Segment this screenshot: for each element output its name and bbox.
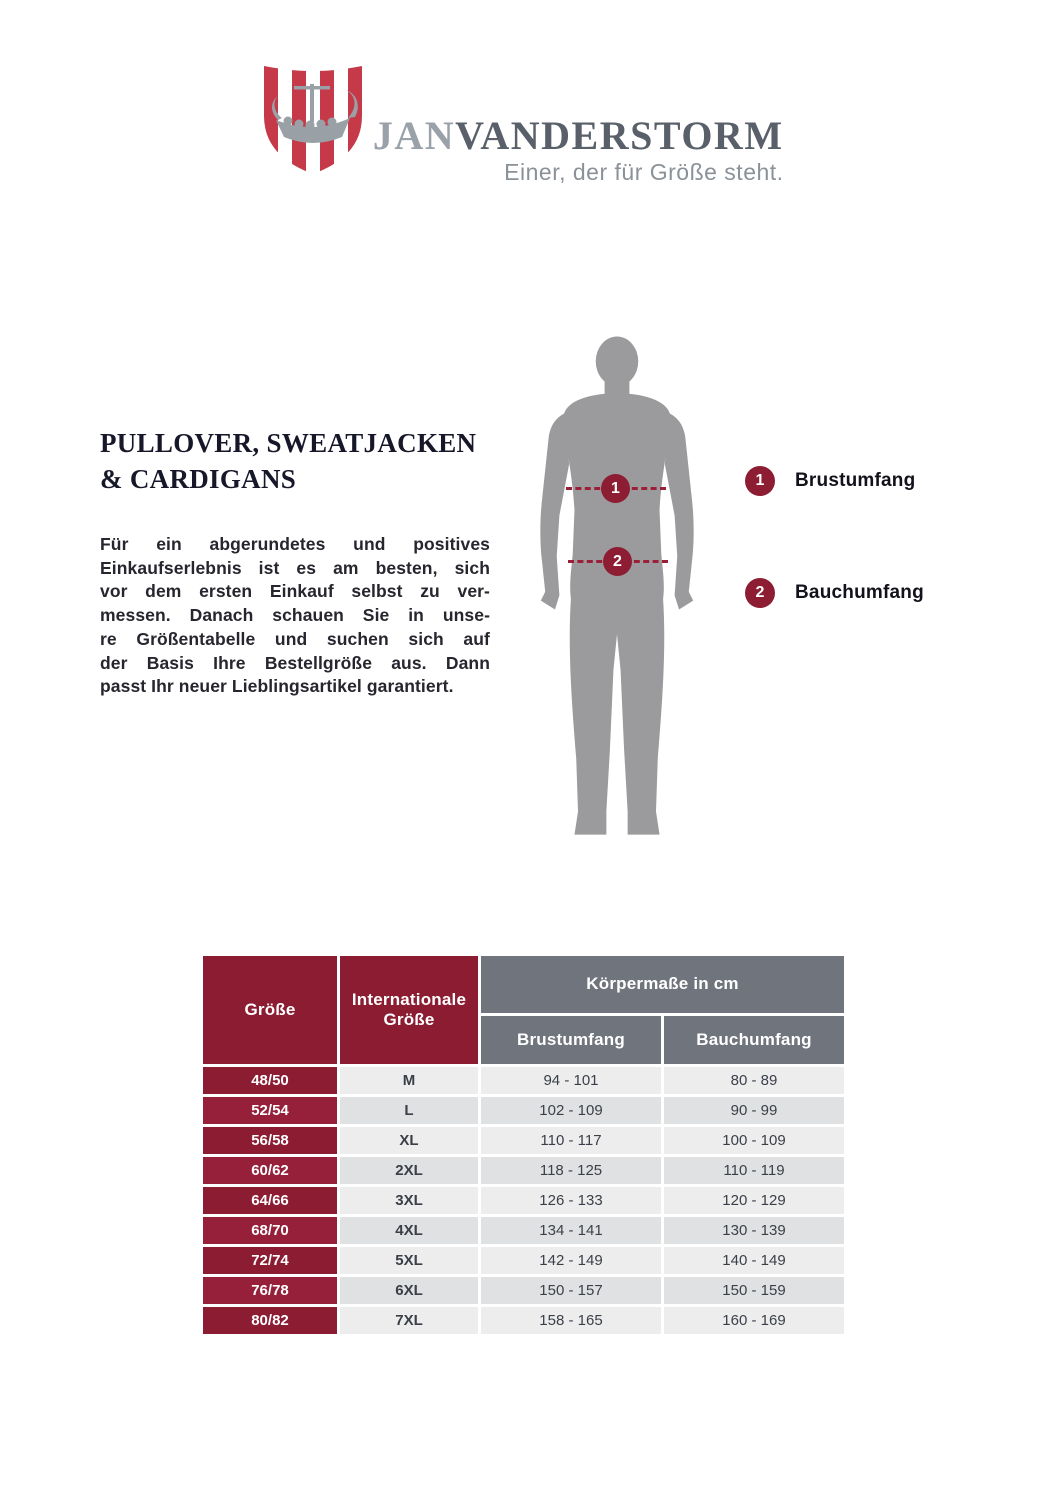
- cell-groesse: 52/54: [203, 1097, 337, 1124]
- cell-bauchumfang: 90 - 99: [664, 1097, 844, 1124]
- paragraph-line: Für ein abgerundetes und positives: [100, 534, 490, 554]
- cell-international: 2XL: [340, 1157, 478, 1184]
- page-title: [100, 425, 520, 498]
- size-table: [200, 953, 847, 1337]
- cell-brustumfang: 110 - 117: [481, 1127, 661, 1154]
- cell-groesse: 48/50: [203, 1067, 337, 1094]
- page-title-line2: & CARDIGANS: [100, 464, 297, 495]
- cell-international: 5XL: [340, 1247, 478, 1274]
- brand-name-suffix: VANDERSTORM: [455, 113, 784, 158]
- col-header-bauchumfang: Bauchumfang: [664, 1016, 844, 1064]
- col-header-groesse: Größe: [203, 956, 337, 1064]
- table-row: [203, 1277, 844, 1304]
- paragraph-line: Einkaufserlebnis ist es am besten, sich: [100, 557, 490, 578]
- table-row: [203, 1217, 844, 1244]
- chest-marker-badge: 1: [601, 474, 630, 503]
- table-header-row-1: [203, 956, 844, 1013]
- legend-badge-2: 2: [745, 578, 775, 608]
- legend-badge-1: 1: [745, 466, 775, 496]
- col-header-koerpermasse: Körpermaße in cm: [481, 956, 844, 1013]
- cell-bauchumfang: 150 - 159: [664, 1277, 844, 1304]
- legend-label-bauchumfang: Bauchumfang: [795, 582, 924, 603]
- page-title-line1: PULLOVER, SWEATJACKEN: [100, 428, 477, 458]
- cell-bauchumfang: 120 - 129: [664, 1187, 844, 1214]
- table-row: [203, 1127, 844, 1154]
- brand-tagline: Einer, der für Größe steht.: [504, 159, 784, 185]
- paragraph-line: der Basis Ihre Bestellgröße aus. Dann: [100, 652, 490, 673]
- col-header-international: Internationale Größe: [340, 956, 478, 1064]
- table-row: [203, 1097, 844, 1124]
- cell-brustumfang: 102 - 109: [481, 1097, 661, 1124]
- cell-bauchumfang: 80 - 89: [664, 1067, 844, 1094]
- paragraph-line: passt Ihr neuer Lieblingsartikel garantiert.: [100, 676, 454, 697]
- paragraph-line: messen. Danach schauen Sie in unse-: [100, 605, 490, 626]
- cell-international: XL: [340, 1127, 478, 1154]
- cell-brustumfang: 126 - 133: [481, 1187, 661, 1214]
- cell-bauchumfang: 140 - 149: [664, 1247, 844, 1274]
- cell-international: 4XL: [340, 1217, 478, 1244]
- cell-groesse: 60/62: [203, 1157, 337, 1184]
- cell-groesse: 80/82: [203, 1307, 337, 1334]
- viking-ship-shield-logo: [258, 58, 368, 180]
- male-body-silhouette: [528, 333, 706, 847]
- cell-groesse: 76/78: [203, 1277, 337, 1304]
- cell-bauchumfang: 130 - 139: [664, 1217, 844, 1244]
- cell-bauchumfang: 100 - 109: [664, 1127, 844, 1154]
- brand-name-block: [373, 109, 784, 186]
- intro-paragraph: [100, 533, 490, 699]
- cell-international: M: [340, 1067, 478, 1094]
- cell-international: L: [340, 1097, 478, 1124]
- cell-brustumfang: 158 - 165: [481, 1307, 661, 1334]
- cell-brustumfang: 134 - 141: [481, 1217, 661, 1244]
- cell-groesse: 68/70: [203, 1217, 337, 1244]
- cell-bauchumfang: 110 - 119: [664, 1157, 844, 1184]
- cell-brustumfang: 150 - 157: [481, 1277, 661, 1304]
- cell-international: 7XL: [340, 1307, 478, 1334]
- cell-groesse: 72/74: [203, 1247, 337, 1274]
- table-row: [203, 1157, 844, 1184]
- paragraph-line: vor dem ersten Einkauf selbst zu ver-: [100, 581, 490, 602]
- cell-brustumfang: 118 - 125: [481, 1157, 661, 1184]
- legend-item-bauchumfang: [745, 578, 924, 608]
- cell-groesse: 56/58: [203, 1127, 337, 1154]
- paragraph-line: re Größentabelle und suchen sich auf: [100, 628, 490, 649]
- legend-label-brustumfang: Brustumfang: [795, 470, 916, 491]
- brand-header: [0, 58, 1042, 186]
- brand-name: [373, 115, 784, 157]
- cell-bauchumfang: 160 - 169: [664, 1307, 844, 1334]
- table-row: [203, 1307, 844, 1334]
- brand-name-prefix: JAN: [372, 113, 456, 158]
- cell-groesse: 64/66: [203, 1187, 337, 1214]
- cell-brustumfang: 142 - 149: [481, 1247, 661, 1274]
- cell-brustumfang: 94 - 101: [481, 1067, 661, 1094]
- table-row: [203, 1067, 844, 1094]
- belly-marker-badge: 2: [603, 547, 632, 576]
- cell-international: 3XL: [340, 1187, 478, 1214]
- table-row: [203, 1247, 844, 1274]
- col-header-brustumfang: Brustumfang: [481, 1016, 661, 1064]
- table-row: [203, 1187, 844, 1214]
- legend-item-brustumfang: [745, 466, 915, 496]
- cell-international: 6XL: [340, 1277, 478, 1304]
